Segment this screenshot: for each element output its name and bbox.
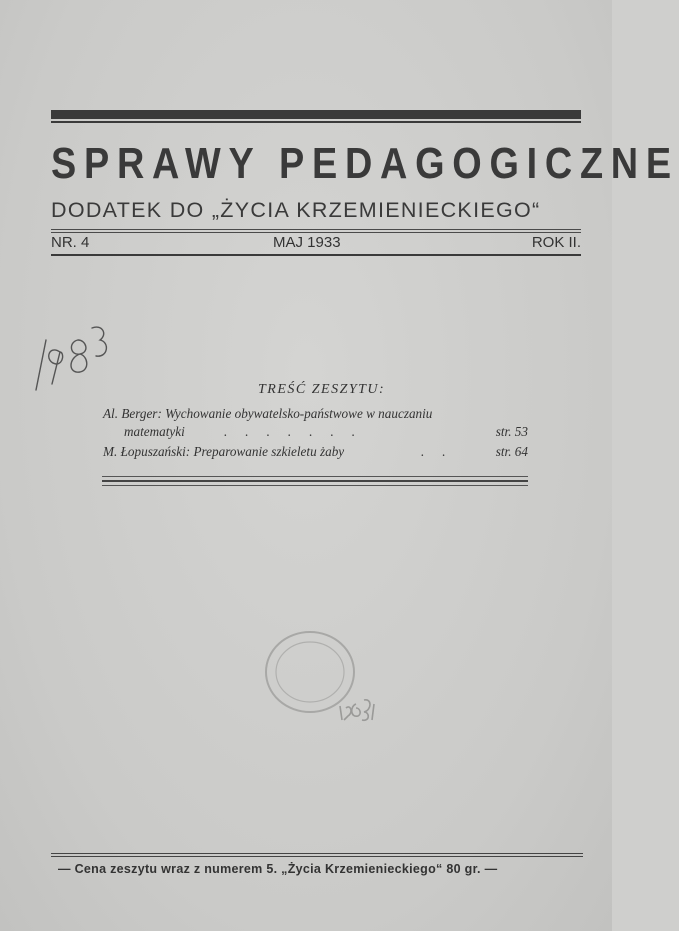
top-thin-rule: [51, 121, 581, 123]
issue-number: NR. 4: [51, 234, 90, 251]
contents-rule-2: [102, 480, 528, 482]
contents-entry-1-page: str. 53: [495, 424, 528, 439]
header-rule-lower: [51, 232, 581, 233]
handwritten-annotation: [22, 322, 108, 392]
issue-row-rule: [51, 254, 581, 256]
contents-rule-1: [102, 476, 528, 477]
issue-date: MAJ 1933: [273, 234, 341, 251]
leader-dots: .......: [224, 424, 374, 439]
leader-dots: ..: [421, 444, 464, 459]
journal-subtitle: DODATEK DO „ŻYCIA KRZEMIENIECKIEGO“: [51, 198, 541, 222]
contents-entry-2: [103, 444, 528, 460]
journal-title: SPRAWY PEDAGOGICZNE: [51, 139, 679, 188]
issue-info-row: [51, 234, 581, 254]
library-stamp: [258, 620, 378, 740]
price-footer: — Cena zeszytu wraz z numerem 5. „Życia Krzemienieckiego“ 80 gr. —: [58, 862, 498, 876]
header-rule-upper: [51, 229, 581, 230]
contents-rule-3: [102, 485, 528, 486]
contents-entry-1-line-2: [124, 424, 528, 440]
contents-heading: TREŚĆ ZESZYTU:: [258, 382, 386, 397]
contents-entry-1-subject: matematyki: [124, 424, 185, 439]
issue-year: ROK II.: [531, 234, 581, 251]
footer-rule-upper: [51, 853, 583, 854]
footer-rule-lower: [51, 856, 583, 857]
contents-entry-2-title: M. Łopuszański: Preparowanie szkieletu żaby: [103, 444, 345, 459]
contents-entry-1-line-1: Al. Berger: Wychowanie obywatelsko-państwowe w nauczaniu: [103, 406, 433, 421]
top-thick-rule: [51, 110, 581, 119]
contents-entry-2-page: str. 64: [495, 444, 528, 459]
